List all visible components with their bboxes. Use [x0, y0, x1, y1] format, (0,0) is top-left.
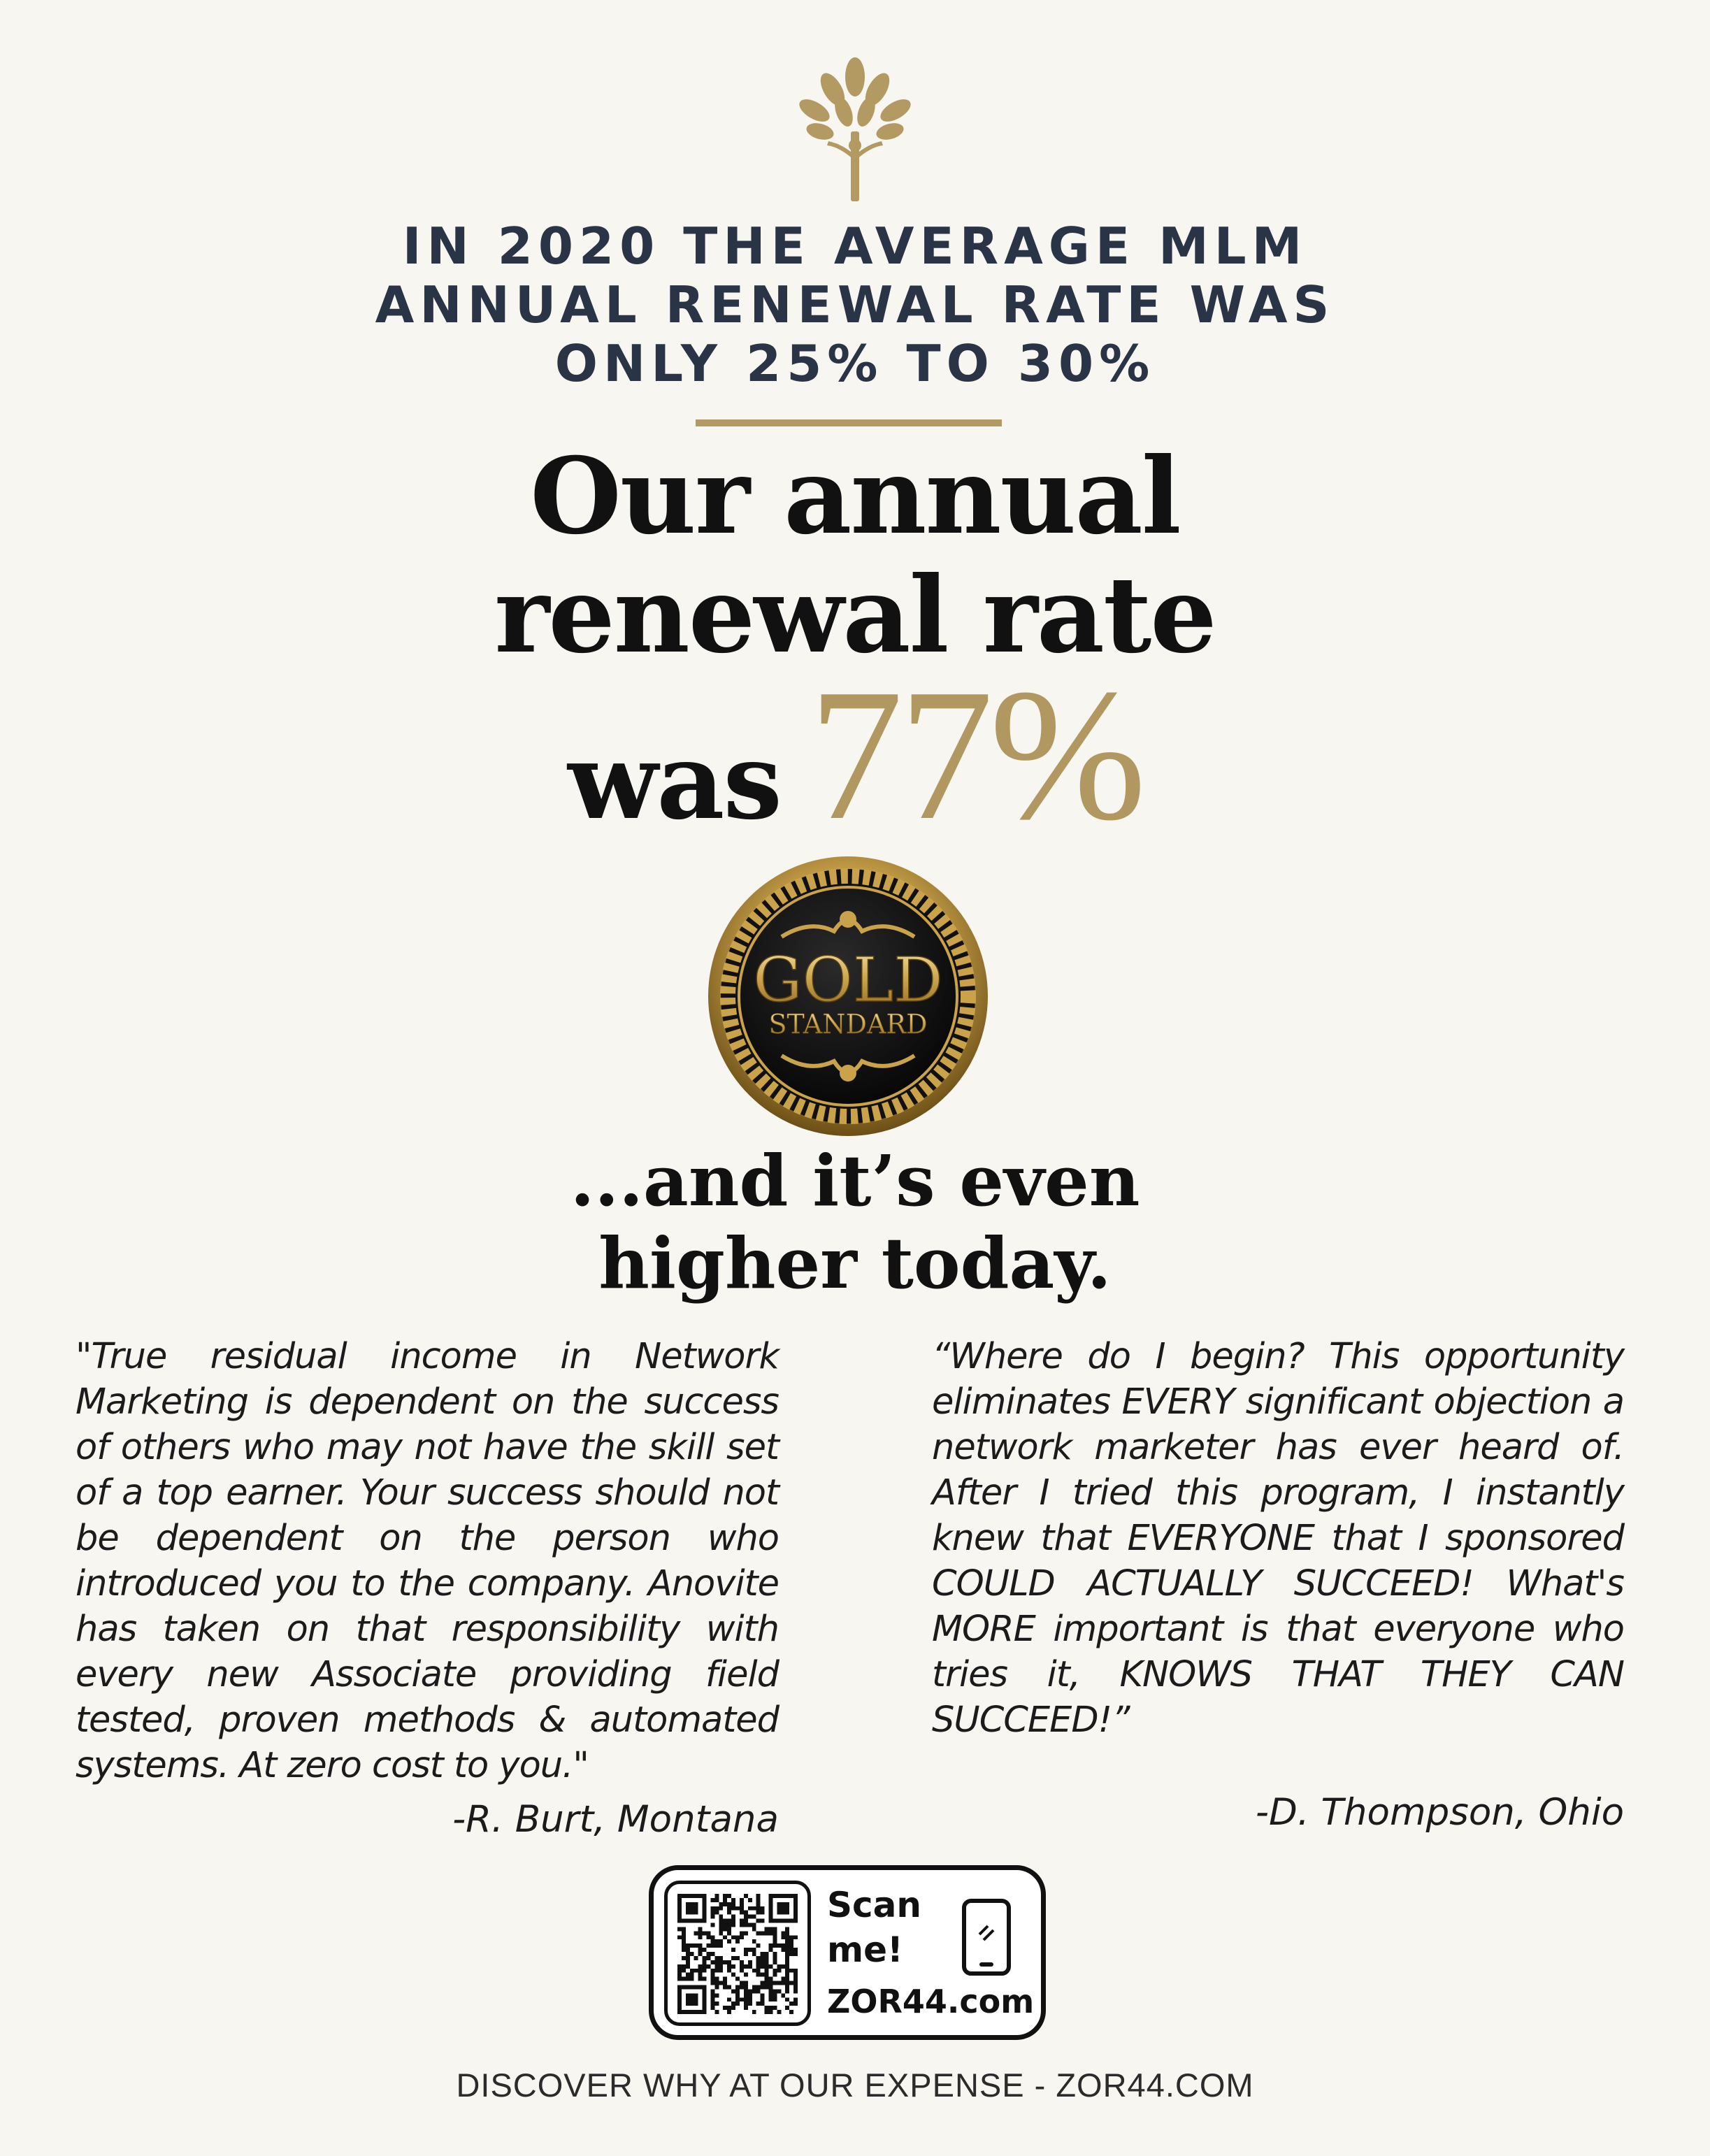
tagline [210, 1140, 1500, 1305]
qr-code-frame[interactable] [664, 1881, 811, 2026]
footer-cta: DISCOVER WHY AT OUR EXPENSE - ZOR44.COM [456, 2067, 1254, 2104]
smartphone-icon [961, 1898, 1012, 1976]
headline-line-2: ANNUAL RENEWAL RATE WAS [375, 275, 1335, 334]
tree-logo-icon [785, 56, 925, 203]
renewal-claim [210, 435, 1500, 859]
headline-line-1: IN 2020 THE AVERAGE MLM [402, 217, 1308, 275]
testimonial-quote-right: “Where do I begin? This opportunity eliminates EVERY significant objection a network marketer has ever heard of. After I tried this program, I instantly knew that EVERYONE that I sponsored COULD ACTUALLY SUCCEED! What's MORE important is that everyone who tries it, KNOWS THAT THEY CAN SUCCEED!” [932, 1336, 1624, 1741]
tagline-line-2: higher today. [598, 1222, 1112, 1305]
scan-label-line-1: Scan [827, 1885, 921, 1925]
tagline-line-1: ...and it’s even [570, 1140, 1140, 1222]
claim-line-3 [210, 650, 1500, 859]
seal-text-gold: GOLD [753, 944, 943, 1016]
qr-code[interactable] [677, 1894, 798, 2014]
testimonial-quote-left: "True residual income in Network Marketing is dependent on the success of others who may not have the skill set of a top earner. Your success should not be dependent on the person who introduced you to the company. Anovite has taken on that responsibility with every new Associate providing field tested, proven methods & automated systems. At zero cost to you." [76, 1336, 779, 1786]
scan-url[interactable]: ZOR44.com [827, 1983, 1035, 2020]
testimonial-author-right: -D. Thompson, Ohio [1255, 1791, 1624, 1834]
renewal-percentage: 77% [808, 650, 1142, 859]
claim-line-3-prefix: was [568, 720, 781, 843]
gold-standard-seal [705, 853, 991, 1140]
claim-line-2: renewal rate [494, 554, 1216, 677]
scan-label-line-2: me! [827, 1929, 903, 1970]
headline-line-3: ONLY 25% TO 30% [554, 334, 1156, 393]
seal-text-standard: STANDARD [768, 1009, 928, 1040]
headline [210, 217, 1500, 393]
testimonial-author-left: -R. Burt, Montana [452, 1798, 779, 1841]
scan-me-label [827, 1883, 921, 1972]
scan-me-card[interactable] [649, 1865, 1046, 2040]
gold-divider [696, 419, 1002, 426]
claim-line-1: Our annual [530, 435, 1180, 558]
